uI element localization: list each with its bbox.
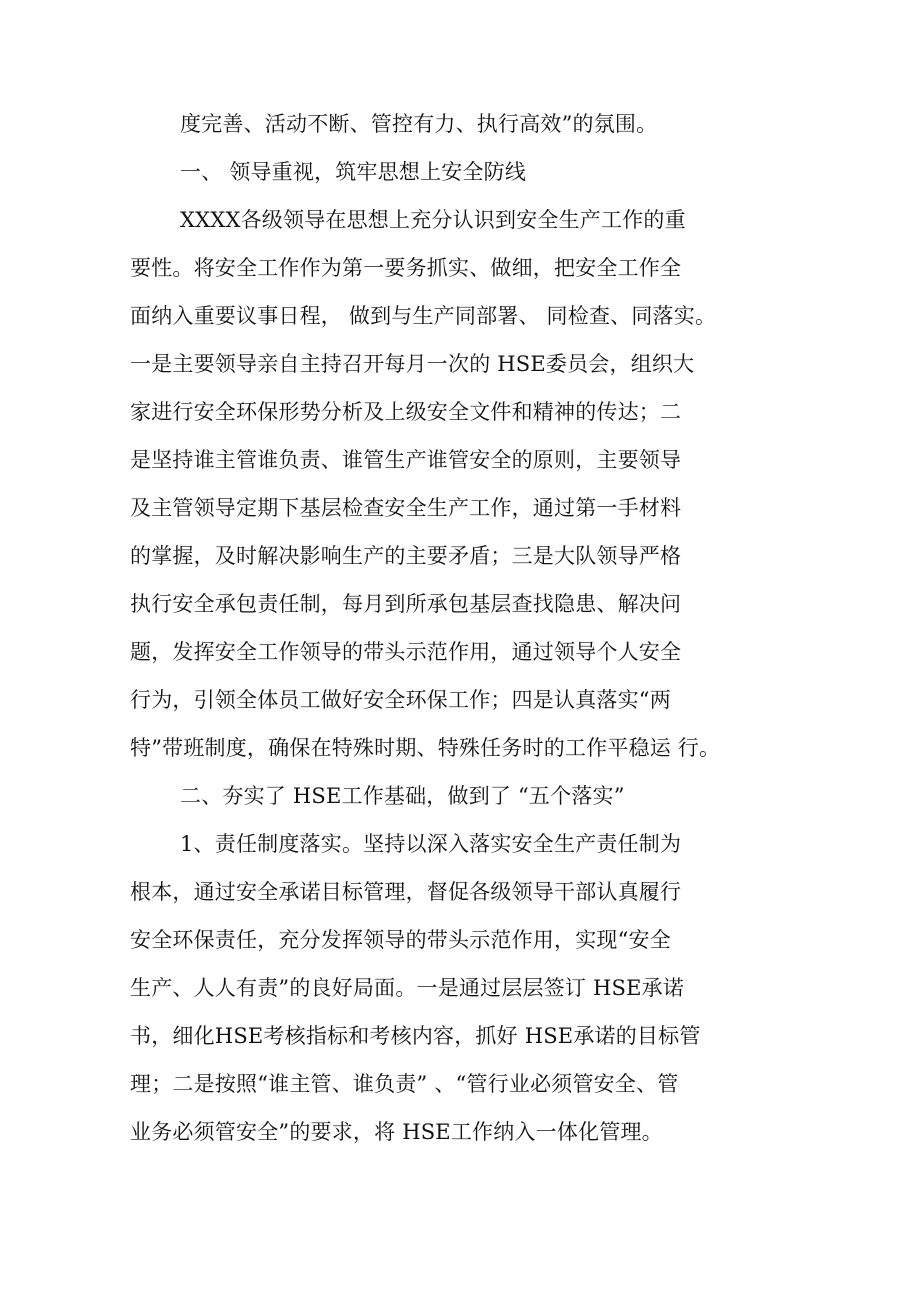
text-line-3: XXXX各级领导在思想上充分认识到安全生产工作的重 bbox=[180, 208, 686, 232]
section-heading-1: 一、 领导重视，筑牢思想上安全防线 bbox=[180, 160, 527, 184]
text-line-7: 家进行安全环保形势分析及上级安全文件和精神的传达；二 bbox=[130, 400, 682, 424]
text-line-17: 根本，通过安全承诺目标管理，督促各级领导干部认真履行 bbox=[130, 880, 682, 904]
text-line-6: 一是主要领导亲自主持召开每月一次的 HSE委员会，组织大 bbox=[130, 352, 695, 376]
text-line-11: 执行安全承包责任制，每月到所承包基层查找隐患、解决问 bbox=[130, 592, 682, 616]
text-line-10: 的掌握，及时解决影响生产的主要矛盾；三是大队领导严格 bbox=[130, 544, 682, 568]
text-line-21: 理；二是按照“谁主管、谁负责” 、“管行业必须管安全、管 bbox=[130, 1072, 679, 1096]
text-line-14: 特”带班制度，确保在特殊时期、特殊任务时的工作平稳运 行。 bbox=[130, 736, 721, 760]
text-line-1: 度完善、活动不断、管控有力、执行高效”的氛围。 bbox=[180, 112, 658, 136]
text-line-20: 书，细化HSE考核指标和考核内容，抓好 HSE承诺的目标管 bbox=[130, 1024, 701, 1048]
text-line-18: 安全环保责任，充分发挥领导的带头示范作用，实现“安全 bbox=[130, 928, 671, 952]
text-line-13: 行为，引领全体员工做好安全环保工作；四是认真落实“两 bbox=[130, 688, 671, 712]
section-heading-2: 二、夯实了 HSE工作基础，做到了 “五个落实” bbox=[180, 784, 625, 808]
text-line-12: 题，发挥安全工作领导的带头示范作用，通过领导个人安全 bbox=[130, 640, 682, 664]
text-line-5: 面纳入重要议事日程， 做到与生产同部署、 同检查、同落实。 bbox=[130, 304, 717, 328]
text-line-16: 1、责任制度落实。坚持以深入落实安全生产责任制为 bbox=[180, 832, 682, 856]
text-line-8: 是坚持谁主管谁负责、谁管生产谁管安全的原则，主要领导 bbox=[130, 448, 682, 472]
text-line-19: 生产、人人有责”的良好局面。一是通过层层签订 HSE承诺 bbox=[130, 976, 685, 1000]
text-line-9: 及主管领导定期下基层检查安全生产工作，通过第一手材料 bbox=[130, 496, 682, 520]
text-line-4: 要性。将安全工作作为第一要务抓实、做细，把安全工作全 bbox=[130, 256, 682, 280]
text-line-22: 业务必须管安全”的要求，将 HSE工作纳入一体化管理。 bbox=[130, 1120, 663, 1144]
